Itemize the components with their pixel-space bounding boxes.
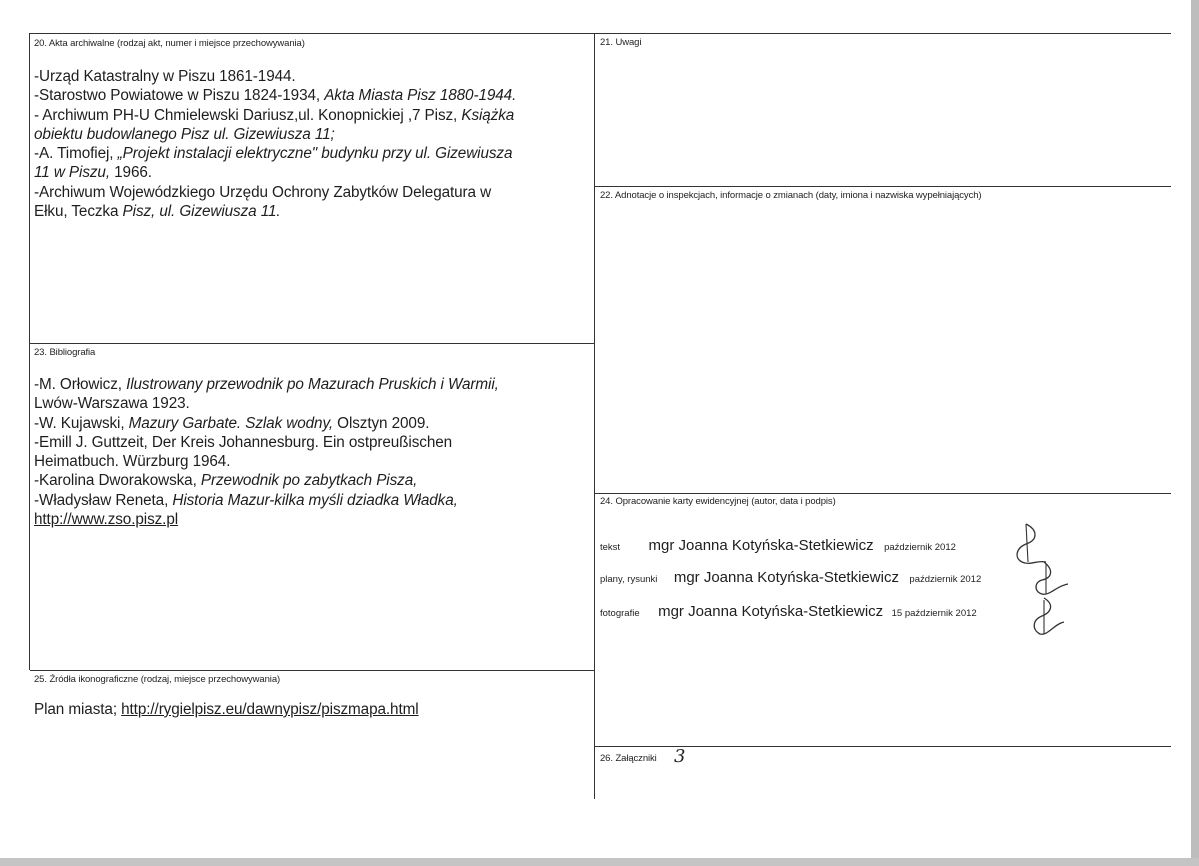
- text-segment: -M. Orłowicz,: [34, 376, 127, 393]
- section-25-header: 25. Źródła ikonograficzne (rodzaj, miejsce przechowywania): [34, 674, 281, 685]
- text-segment: -A. Timofiej,: [34, 145, 118, 163]
- top-rule-right: [594, 33, 1171, 34]
- text-segment: Olsztyn 2009.: [333, 414, 430, 432]
- text-segment: 11 w Piszu,: [34, 164, 115, 182]
- text-line: [34, 86, 516, 105]
- text-line: [34, 106, 516, 125]
- text-segment: Przewodnik po zabytkach Pisza,: [200, 472, 418, 490]
- scan-edge-bottom: [0, 858, 1199, 866]
- rule-right-24: [594, 493, 1171, 494]
- author-label: plany, rysunki: [600, 574, 658, 585]
- text-segment: Ełku, Teczka: [34, 203, 123, 221]
- text-segment: „Projekt instalacji elektryczne" budynku przy ul. Gizewiusza: [117, 145, 513, 163]
- author-row-photos: [600, 603, 977, 621]
- section-22-header: 22. Adnotacje o inspekcjach, informacje o zmianach (daty, imiona i nazwiska wypełniających): [600, 190, 982, 201]
- text-segment: Akta Miasta Pisz 1880-1944.: [324, 87, 517, 105]
- author-name: mgr Joanna Kotyńska-Stetkiewicz: [648, 537, 874, 554]
- text-segment: 1966.: [114, 164, 152, 182]
- text-segment: -Władysław Reneta,: [34, 491, 173, 509]
- signature-2: [1028, 560, 1072, 600]
- text-segment: obiektu budowlanego Pisz ul. Gizewiusza 11;: [34, 125, 335, 143]
- section-21-header: 21. Uwagi: [600, 37, 642, 48]
- text-segment: - Archiwum PH-U Chmielewski Dariusz,ul. Konopnickiej ,7 Pisz,: [34, 106, 462, 124]
- left-border: [29, 33, 30, 670]
- text-line: [34, 183, 516, 202]
- rule-left-25: [30, 670, 595, 671]
- text-line: [34, 125, 516, 144]
- author-label: tekst: [600, 542, 621, 553]
- text-segment: Ilustrowany przewodnik po Mazurach Pruskich i Warmii,: [126, 376, 499, 393]
- author-name: mgr Joanna Kotyńska-Stetkiewicz: [658, 603, 884, 620]
- text-line: [34, 375, 499, 394]
- text-segment: -Starostwo Powiatowe w Piszu 1824-1934,: [34, 87, 325, 105]
- text-line: [34, 491, 499, 510]
- section-20-body: [34, 67, 516, 221]
- text-segment: -Karolina Dworakowska,: [34, 472, 201, 490]
- text-segment: -W. Kujawski,: [34, 414, 129, 432]
- section-23-body: [34, 375, 499, 529]
- text-segment: Heimatbuch. Würzburg 1964.: [34, 453, 231, 471]
- iconography-text: Plan miasta;: [34, 701, 122, 718]
- text-line: [34, 163, 516, 182]
- author-date: 15 październik 2012: [891, 608, 977, 619]
- text-segment: Książka: [461, 106, 515, 124]
- text-segment: Historia Mazur-kilka myśli dziadka Władka,: [172, 491, 458, 509]
- text-line: [34, 471, 499, 490]
- bibliography-link[interactable]: http://www.zso.pisz.pl: [34, 511, 179, 529]
- iconography-link[interactable]: http://rygielpisz.eu/dawnypisz/piszmapa.html: [121, 701, 419, 718]
- text-segment: -Archiwum Wojewódzkiego Urzędu Ochrony Zabytków Delegatura w: [34, 183, 492, 201]
- author-date: październik 2012: [909, 574, 982, 585]
- text-line: [34, 67, 516, 86]
- section-26-header: 26. Załączniki: [600, 753, 657, 764]
- text-segment: Mazury Garbate. Szlak wodny,: [128, 414, 334, 432]
- author-row-plans: [600, 569, 981, 587]
- section-24-header: 24. Opracowanie karty ewidencyjnej (autor, data i podpis): [600, 496, 836, 507]
- section-25-body: [34, 700, 419, 719]
- author-date: październik 2012: [884, 542, 956, 553]
- text-line: [34, 414, 499, 433]
- text-segment: Pisz, ul. Gizewiusza 11.: [122, 203, 281, 221]
- rule-right-22: [594, 186, 1171, 187]
- text-segment: -Emill J. Guttzeit, Der Kreis Johannesburg. Ein ostpreußischen: [34, 433, 453, 451]
- text-line: [34, 202, 516, 221]
- column-divider: [594, 33, 595, 799]
- section-23-header: 23. Bibliografia: [34, 347, 96, 358]
- rule-left-23: [30, 343, 595, 344]
- text-line: [34, 144, 516, 163]
- section-20-header: 20. Akta archiwalne (rodzaj akt, numer i miejsce przechowywania): [34, 38, 305, 49]
- text-line: [34, 452, 499, 471]
- text-line: [34, 510, 499, 529]
- text-line: [34, 394, 499, 413]
- author-name: mgr Joanna Kotyńska-Stetkiewicz: [673, 569, 899, 586]
- author-row-text: [600, 537, 956, 555]
- attachments-count: 3: [674, 746, 686, 767]
- author-label: fotografie: [600, 608, 640, 619]
- text-segment: Lwów-Warszawa 1923.: [34, 395, 190, 413]
- scan-edge-right: [1191, 0, 1199, 866]
- text-segment: -Urząd Katastralny w Piszu 1861-1944.: [34, 68, 296, 85]
- text-line: [34, 433, 499, 452]
- top-rule-left: [30, 33, 596, 34]
- signature-3: [1024, 596, 1068, 640]
